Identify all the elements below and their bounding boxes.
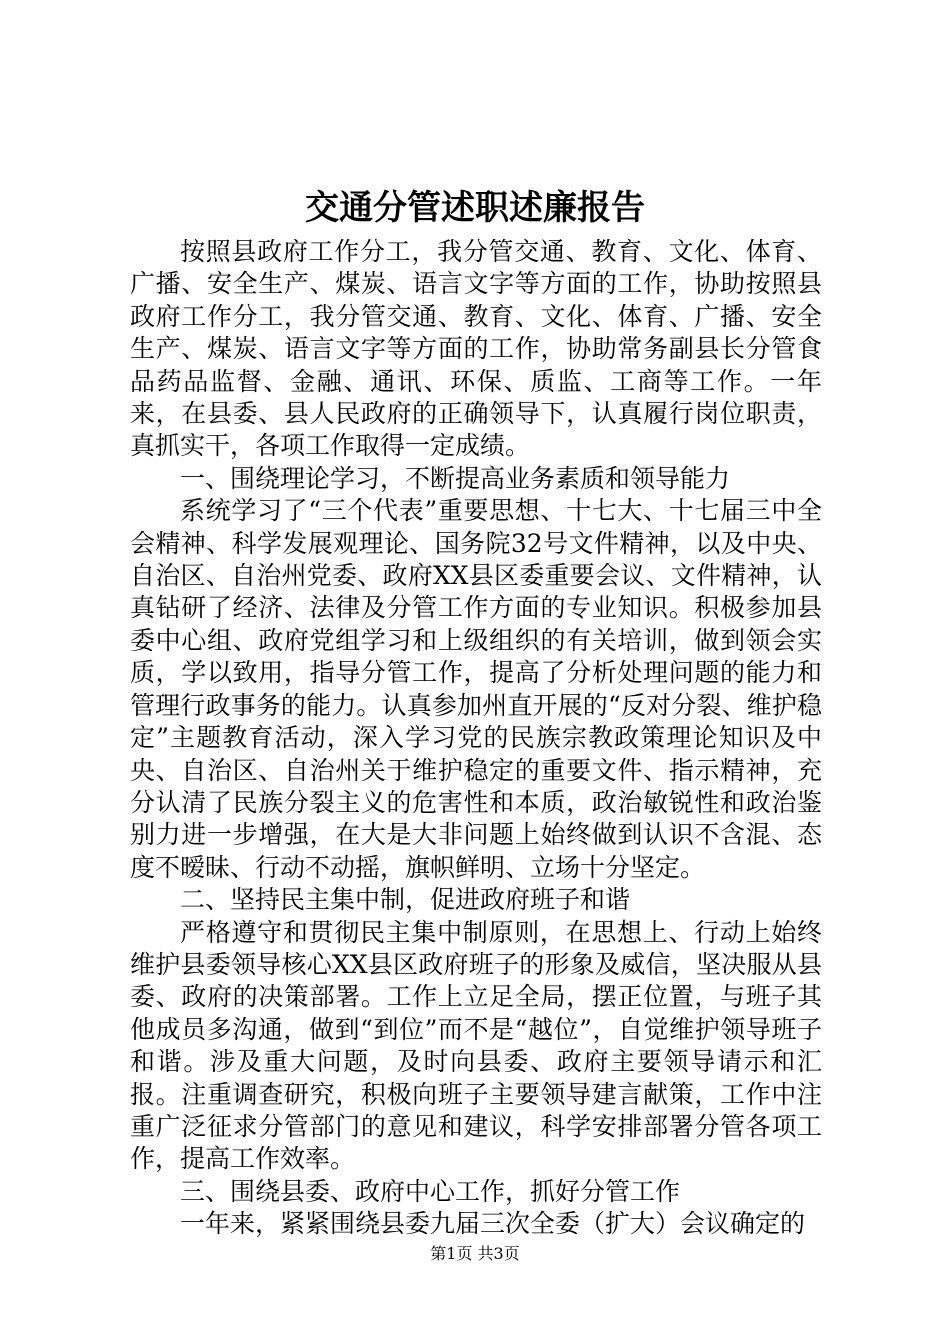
section-2-paragraph: 严格遵守和贯彻民主集中制原则，在思想上、行动上始终维护县委领导核心XX县区政府班子的形象及威信，坚决服从县委、政府的决策部署。工作上立足全局，摆正位置，与班子其他成员多沟通，做到“到位”而不是“越位”，自觉维护领导班子和谐。涉及重大问题，及时向县委、政府主要领导请示和汇报。注重调查研究，积极向班子主要领导建言献策，工作中注重广泛征求分管部门的意见和建议，科学安排部署分管各项工作，提高工作效率。 [130, 917, 822, 1174]
document-title: 交通分管述职述廉报告 [305, 188, 645, 228]
document-body [130, 236, 822, 1241]
section-1-paragraph: 系统学习了“三个代表”重要思想、十七大、十七届三中全会精神、科学发展观理论、国务院32号文件精神，以及中央、自治区、自治州党委、政府XX县区委重要会议、文件精神，认真钻研了经济、法律及分管工作方面的专业知识。积极参加县委中心组、政府党组学习和上级组织的有关培训，做到领会实质，学以致用，指导分管工作，提高了分析处理问题的能力和管理行政事务的能力。认真参加州直开展的“反对分裂、维护稳定”主题教育活动，深入学习党的民族宗教政策理论知识及中央、自治区、自治州关于维护稳定的重要文件、指示精神，充分认清了民族分裂主义的危害性和本质，政治敏锐性和政治鉴别力进一步增强，在大是大非问题上始终做到认识不含混、态度不暧昧、行动不动摇，旗帜鲜明、立场十分坚定。 [130, 496, 822, 882]
section-heading-3: 三、围绕县委、政府中心工作，抓好分管工作 [180, 1176, 681, 1206]
section-heading-2: 二、坚持民主集中制，促进政府班子和谐 [180, 885, 631, 915]
page-number-footer: 第1页 共3页 [430, 1244, 520, 1263]
intro-paragraph: 按照县政府工作分工，我分管交通、教育、文化、体育、广播、安全生产、煤炭、语言文字等方面的工作，协助按照县政府工作分工，我分管交通、教育、文化、体育、广播、安全生产、煤炭、语言文字等方面的工作，协助常务副县长分管食品药品监督、金融、通讯、环保、质监、工商等工作。一年来，在县委、县人民政府的正确领导下，认真履行岗位职责，真抓实干，各项工作取得一定成绩。 [130, 237, 822, 461]
section-heading-1: 一、围绕理论学习，不断提高业务素质和领导能力 [180, 463, 731, 493]
section-3-paragraph: 一年来，紧紧围绕县委九届三次全委（扩大）会议确定的 [180, 1209, 806, 1239]
